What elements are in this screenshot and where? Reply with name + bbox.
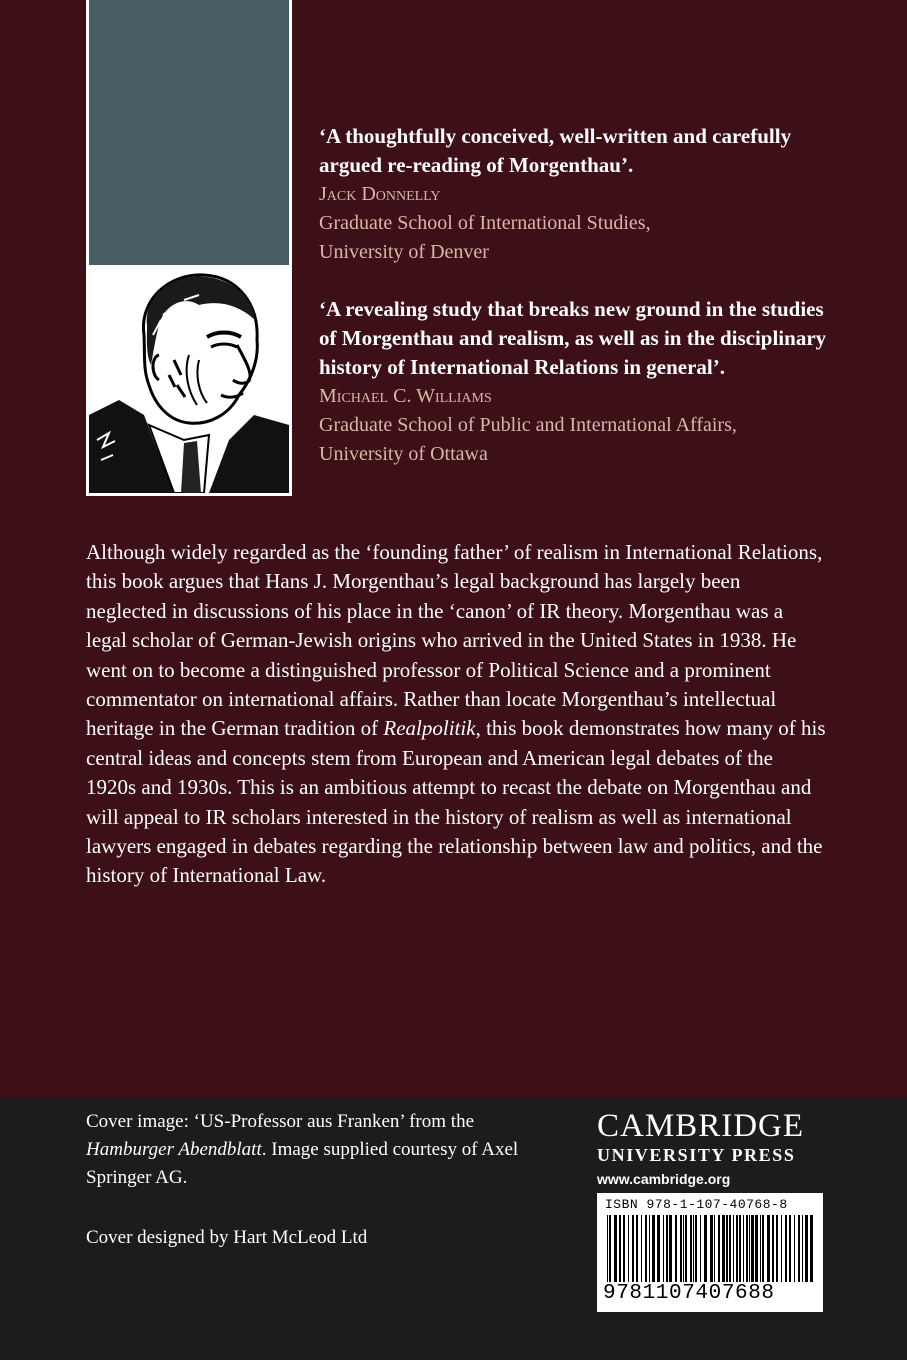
credit-source: Hamburger Abendblatt	[86, 1139, 262, 1160]
barcode-bar	[704, 1215, 707, 1285]
quote-affiliation: Graduate School of International Studies,	[319, 212, 651, 234]
barcode-bar	[798, 1215, 800, 1285]
publisher-logo-press: UNIVERSITY PRESS	[597, 1145, 796, 1165]
cover-illustration-frame	[86, 0, 292, 496]
barcode-bars	[605, 1215, 815, 1285]
barcode-bar	[649, 1215, 650, 1285]
quote-author: Michael C. Williams	[319, 385, 492, 407]
barcode-bar	[614, 1215, 617, 1285]
description-italic: Realpolitik	[383, 716, 476, 741]
barcode-bar	[695, 1215, 697, 1285]
barcode-bar	[749, 1215, 750, 1285]
teal-panel	[89, 0, 289, 265]
credit-text: Cover image: ‘US-Professor aus Franken’ from the	[86, 1111, 474, 1132]
review-quote-2	[319, 295, 839, 469]
barcode-bar	[805, 1215, 808, 1285]
cover-image-credit	[86, 1108, 526, 1192]
quote-affiliation: Graduate School of Public and International Affairs,	[319, 414, 737, 436]
barcode-bar	[767, 1215, 770, 1285]
barcode-bar	[645, 1215, 647, 1285]
barcode-bar	[718, 1215, 720, 1285]
isbn-barcode	[597, 1193, 823, 1312]
barcode-bar	[693, 1215, 694, 1285]
barcode-bar	[781, 1215, 782, 1285]
barcode-bar	[760, 1215, 761, 1285]
description-text: Although widely regarded as the ‘founding father’ of realism in International Relations, this book argues that Hans J. Morgenthau’s legal background has largely been neglected in discussions of his place in the ‘canon’ of IR theory. Morgenthau was a legal scholar of German-Jewish origins who arrived in the United States in 1938. He went on to become a distinguished professor of Political Science and a prominent commentator on international affairs. Rather than locate Morgenthau’s intellectual heritage in the German tradition of	[86, 540, 823, 741]
barcode-bar	[714, 1215, 715, 1285]
isbn-label: ISBN 978-1-107-40768-8	[605, 1197, 788, 1212]
publisher-logo-name: CAMBRIDGE	[597, 1108, 805, 1144]
barcode-bar	[755, 1215, 758, 1285]
barcode-bar	[751, 1215, 754, 1285]
barcode-bar	[632, 1215, 634, 1285]
barcode-bar	[733, 1215, 734, 1285]
barcode-bar	[726, 1215, 728, 1285]
barcode-bar	[802, 1215, 803, 1285]
quote-author: Jack Donnelly	[319, 183, 441, 205]
book-description	[86, 538, 826, 891]
barcode-bar	[607, 1215, 608, 1285]
barcode-bar	[743, 1215, 744, 1285]
barcode-bar	[619, 1215, 621, 1285]
barcode-bar	[762, 1215, 764, 1285]
barcode-bar	[669, 1215, 672, 1285]
barcode-bar	[641, 1215, 642, 1285]
quote-affiliation: University of Denver	[319, 241, 489, 263]
quote-affiliation: University of Ottawa	[319, 443, 488, 465]
barcode-bar	[722, 1215, 725, 1285]
barcode-bar	[700, 1215, 701, 1285]
barcode-bar	[663, 1215, 664, 1285]
publisher-url: www.cambridge.org	[597, 1171, 731, 1187]
review-quote-1	[319, 122, 839, 267]
quote-text: ‘A revealing study that breaks new ground in the studies of Morgenthau and realism, as well as in the disciplinary history of International Relations in general’.	[319, 297, 827, 379]
barcode-bar	[785, 1215, 787, 1285]
credit-text: . Image supplied courtesy of Axel Springer AG.	[86, 1139, 519, 1188]
barcode-bar	[675, 1215, 677, 1285]
barcode-bar	[710, 1215, 713, 1285]
barcode-bar	[685, 1215, 687, 1285]
barcode-bar	[810, 1215, 813, 1285]
barcode-bar	[690, 1215, 692, 1285]
barcode-bar	[736, 1215, 738, 1285]
cover-designer-credit: Cover designed by Hart McLeod Ltd	[86, 1227, 368, 1248]
barcode-bar	[683, 1215, 684, 1285]
barcode-bar	[652, 1215, 655, 1285]
barcode-bar	[739, 1215, 741, 1285]
barcode-bar	[729, 1215, 731, 1285]
barcode-bar	[746, 1215, 748, 1285]
barcode-bar	[609, 1215, 611, 1285]
barcode-bar	[776, 1215, 778, 1285]
barcode-bar	[789, 1215, 791, 1285]
barcode-bar	[772, 1215, 774, 1285]
barcode-bar	[680, 1215, 682, 1285]
barcode-bar	[628, 1215, 629, 1285]
barcode-bar	[657, 1215, 660, 1285]
quote-text: ‘A thoughtfully conceived, well-written and carefully argued re-reading of Morgenthau’.	[319, 124, 792, 177]
morgenthau-portrait-image	[89, 265, 289, 493]
barcode-bar	[666, 1215, 668, 1285]
barcode-bar	[794, 1215, 795, 1285]
description-text: , this book demonstrates how many of his central ideas and concepts stem from European and American legal debates of the 1920s and 1930s. This is an ambitious attempt to recast the debate on Morgenthau and will appeal to IR scholars interested in the history of realism as well as international lawyers engaged in debates regarding the relationship between law and politics, and the history of International Law.	[86, 716, 826, 888]
review-quotes	[319, 122, 839, 469]
barcode-number: 9781107407688	[603, 1282, 817, 1306]
barcode-bar	[636, 1215, 638, 1285]
barcode-bar	[623, 1215, 625, 1285]
